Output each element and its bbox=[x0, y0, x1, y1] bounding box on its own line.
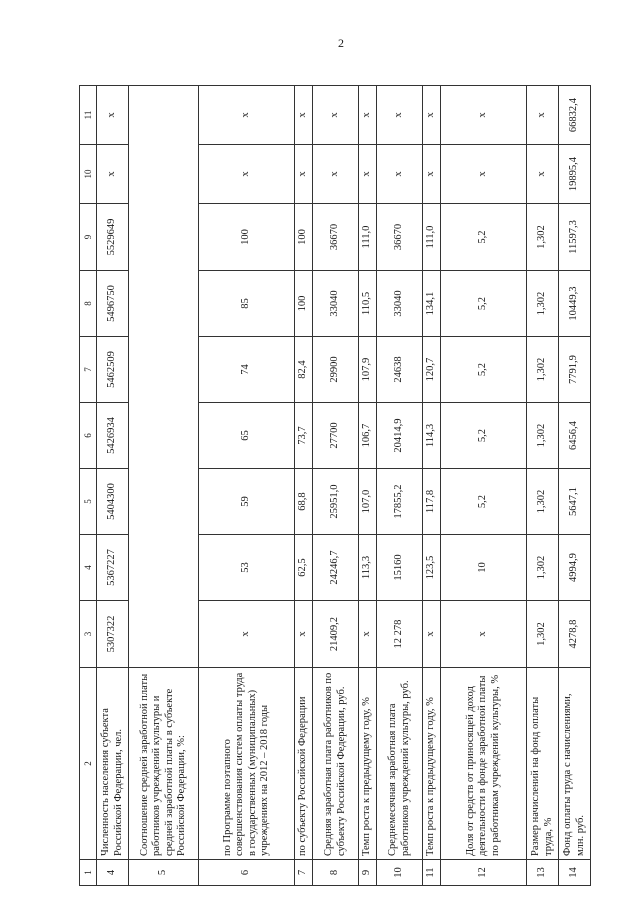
table-cell: х bbox=[97, 145, 129, 204]
empty-span-cell bbox=[129, 86, 199, 668]
table-cell: 17855,2 bbox=[377, 469, 423, 535]
column-number: 9 bbox=[80, 204, 97, 271]
table-cell: х bbox=[199, 145, 295, 204]
table-row bbox=[559, 86, 591, 886]
table-cell: 5367227 bbox=[97, 535, 129, 601]
table-cell: 33040 bbox=[377, 271, 423, 337]
table-cell: 134,1 bbox=[423, 271, 441, 337]
table-cell: х bbox=[423, 86, 441, 145]
table-cell: 19895,4 bbox=[559, 145, 591, 204]
table-cell: 100 bbox=[199, 204, 295, 271]
table-cell: 123,5 bbox=[423, 535, 441, 601]
table-cell: 114,3 bbox=[423, 403, 441, 469]
table-cell: 36670 bbox=[377, 204, 423, 271]
table-cell: 107,0 bbox=[359, 469, 377, 535]
table-cell: 5307322 bbox=[97, 601, 129, 668]
table-cell: 33040 bbox=[313, 271, 359, 337]
row-number: 12 bbox=[441, 860, 527, 886]
table-cell: х bbox=[441, 86, 527, 145]
rotated-table-container bbox=[79, 86, 586, 886]
table-cell: 111,0 bbox=[423, 204, 441, 271]
salary-table bbox=[79, 85, 591, 886]
table-cell: 6456,4 bbox=[559, 403, 591, 469]
column-number: 7 bbox=[80, 337, 97, 403]
table-cell: 53 bbox=[199, 535, 295, 601]
table-cell: х bbox=[199, 86, 295, 145]
table-cell: 113,3 bbox=[359, 535, 377, 601]
table-cell: х bbox=[295, 601, 313, 668]
table-cell: х bbox=[313, 86, 359, 145]
table-row bbox=[441, 86, 527, 886]
table-cell: 110,5 bbox=[359, 271, 377, 337]
row-number: 6 bbox=[199, 860, 295, 886]
row-label: по субъекту Российской Федерации bbox=[295, 668, 313, 860]
table-cell: х bbox=[377, 145, 423, 204]
table-cell: 107,9 bbox=[359, 337, 377, 403]
row-number: 10 bbox=[377, 860, 423, 886]
column-number: 4 bbox=[80, 535, 97, 601]
table-cell: 5496750 bbox=[97, 271, 129, 337]
table-cell: 100 bbox=[295, 271, 313, 337]
column-number: 6 bbox=[80, 403, 97, 469]
row-label: Фонд оплаты труда с начислениями, млн. руб. bbox=[559, 668, 591, 860]
row-label: Среднемесячная заработная плата работников учреждений культуры, руб. bbox=[377, 668, 423, 860]
table-cell: 5,2 bbox=[441, 337, 527, 403]
table-cell: х bbox=[377, 86, 423, 145]
column-number: 2 bbox=[80, 668, 97, 860]
table-cell: 5,2 bbox=[441, 204, 527, 271]
table-row bbox=[359, 86, 377, 886]
column-number: 3 bbox=[80, 601, 97, 668]
table-row bbox=[97, 86, 129, 886]
table-cell: 24246,7 bbox=[313, 535, 359, 601]
table-cell: х bbox=[423, 145, 441, 204]
table-row bbox=[527, 86, 559, 886]
table-cell: 62,5 bbox=[295, 535, 313, 601]
row-label: Доля от средств от приносящей доход деятельности в фонде заработной платы по работникам учреждений культуры, % bbox=[441, 668, 527, 860]
table-cell: 65 bbox=[199, 403, 295, 469]
table-row bbox=[423, 86, 441, 886]
row-number: 5 bbox=[129, 860, 199, 886]
table-cell: 111,0 bbox=[359, 204, 377, 271]
row-number: 9 bbox=[359, 860, 377, 886]
table-cell: 59 bbox=[199, 469, 295, 535]
table-cell: 29900 bbox=[313, 337, 359, 403]
table-cell: 85 bbox=[199, 271, 295, 337]
row-label: Размер начислений на фонд оплаты труда, % bbox=[527, 668, 559, 860]
table-cell: 1,302 bbox=[527, 403, 559, 469]
table-cell: 25951,0 bbox=[313, 469, 359, 535]
table-cell: х bbox=[527, 86, 559, 145]
table-cell: х bbox=[423, 601, 441, 668]
row-number: 4 bbox=[97, 860, 129, 886]
row-label: по Программе поэтапного совершенствования систем оплаты труда в государственных (муниципальных) учреждениях на 2012 – 2018 годы bbox=[199, 668, 295, 860]
table-cell: 5529649 bbox=[97, 204, 129, 271]
table-cell: 5404300 bbox=[97, 469, 129, 535]
table-cell: 24638 bbox=[377, 337, 423, 403]
table-cell: х bbox=[359, 601, 377, 668]
table-cell: 27700 bbox=[313, 403, 359, 469]
table-cell: х bbox=[199, 601, 295, 668]
table-cell: 12 278 bbox=[377, 601, 423, 668]
table-row bbox=[295, 86, 313, 886]
table-cell: 1,302 bbox=[527, 601, 559, 668]
table-cell: 100 bbox=[295, 204, 313, 271]
table-cell: 20414,9 bbox=[377, 403, 423, 469]
row-number: 7 bbox=[295, 860, 313, 886]
row-label: Темп роста к предыдущему году, % bbox=[359, 668, 377, 860]
table-cell: 36670 bbox=[313, 204, 359, 271]
table-cell: 11597,3 bbox=[559, 204, 591, 271]
row-number: 11 bbox=[423, 860, 441, 886]
table-row bbox=[377, 86, 423, 886]
table-cell: 1,302 bbox=[527, 337, 559, 403]
column-number: 1 bbox=[80, 860, 97, 886]
table-cell: 73,7 bbox=[295, 403, 313, 469]
column-number: 10 bbox=[80, 145, 97, 204]
table-cell: 1,302 bbox=[527, 535, 559, 601]
table-cell: 5426934 bbox=[97, 403, 129, 469]
table-cell: х bbox=[527, 145, 559, 204]
table-cell: 120,7 bbox=[423, 337, 441, 403]
table-cell: 1,302 bbox=[527, 271, 559, 337]
table-cell: 5,2 bbox=[441, 469, 527, 535]
table-cell: 10449,3 bbox=[559, 271, 591, 337]
table-cell: 106,7 bbox=[359, 403, 377, 469]
table-row bbox=[129, 86, 199, 886]
row-label: Средняя заработная плата работников по субъекту Российской Федерации, руб. bbox=[313, 668, 359, 860]
table-cell: х bbox=[295, 145, 313, 204]
table-cell: х bbox=[359, 86, 377, 145]
table-cell: х bbox=[441, 145, 527, 204]
row-label: Соотношение средней заработной платы работников учреждений культуры и средней заработной платы в субъекте Российской Федерации, %: bbox=[129, 668, 199, 860]
table-cell: 1,302 bbox=[527, 204, 559, 271]
table-cell: 74 bbox=[199, 337, 295, 403]
column-number: 8 bbox=[80, 271, 97, 337]
table-frame bbox=[79, 86, 586, 886]
column-number: 5 bbox=[80, 469, 97, 535]
row-number: 13 bbox=[527, 860, 559, 886]
table-cell: 7791,9 bbox=[559, 337, 591, 403]
table-cell: х bbox=[313, 145, 359, 204]
table-cell: 1,302 bbox=[527, 469, 559, 535]
row-label: Численность населения субъекта Российской Федерации, чел. bbox=[97, 668, 129, 860]
table-cell: 5,2 bbox=[441, 403, 527, 469]
row-label: Темп роста к предыдущему году, % bbox=[423, 668, 441, 860]
table-row bbox=[199, 86, 295, 886]
page-number: 2 bbox=[338, 36, 344, 50]
table-cell: 66832,4 bbox=[559, 86, 591, 145]
table-cell: 82,4 bbox=[295, 337, 313, 403]
table-cell: 10 bbox=[441, 535, 527, 601]
table-cell: 21409,2 bbox=[313, 601, 359, 668]
table-cell: 68,8 bbox=[295, 469, 313, 535]
table-cell: 15160 bbox=[377, 535, 423, 601]
column-number: 11 bbox=[80, 86, 97, 145]
table-cell: х bbox=[97, 86, 129, 145]
table-cell: 4278,8 bbox=[559, 601, 591, 668]
table-cell: 5462509 bbox=[97, 337, 129, 403]
table-cell: 4994,9 bbox=[559, 535, 591, 601]
table-cell: х bbox=[295, 86, 313, 145]
table-cell: х bbox=[359, 145, 377, 204]
row-number: 14 bbox=[559, 860, 591, 886]
table-cell: 5647,1 bbox=[559, 469, 591, 535]
table-cell: 5,2 bbox=[441, 271, 527, 337]
table-row bbox=[313, 86, 359, 886]
column-number-row bbox=[80, 86, 97, 886]
table-cell: х bbox=[441, 601, 527, 668]
row-number: 8 bbox=[313, 860, 359, 886]
table-cell: 117,8 bbox=[423, 469, 441, 535]
